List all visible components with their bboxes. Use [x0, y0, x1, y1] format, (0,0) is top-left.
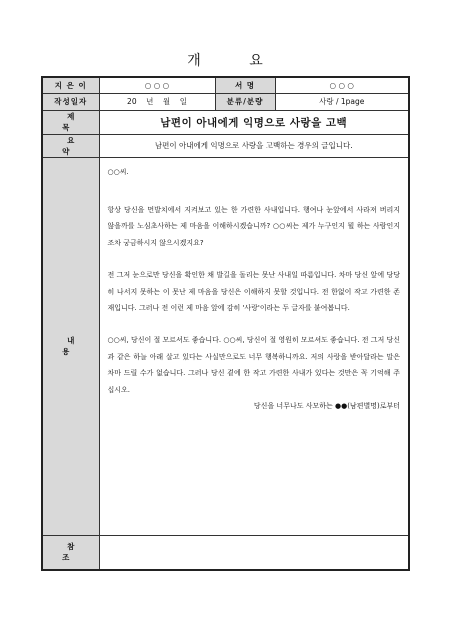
subject-label: 제 목 — [42, 110, 99, 134]
content-body[interactable] — [99, 157, 409, 535]
overview-table — [41, 76, 410, 571]
subject-value[interactable]: 남편이 아내에게 익명으로 사랑을 고백 — [99, 110, 409, 134]
paragraph-1: 항상 당신을 먼발치에서 지켜보고 있는 한 가련한 사내입니다. 행여나 눈앞에서 사라져 버리지 않을까를 노심초사하는 제 마음을 이해하시겠습니까? ○○씨는 제가 누구인지 뭘 하는 사람인지 조차 궁금하시지 않으시겠지요? — [107, 205, 400, 247]
summary-row — [42, 134, 409, 157]
content-label: 내 용 — [42, 157, 99, 535]
author-label: 지 은 이 — [42, 77, 99, 93]
notes-value[interactable] — [99, 535, 409, 570]
signature-label: 서 명 — [215, 77, 275, 93]
content-row — [42, 157, 409, 535]
date-row — [42, 93, 409, 110]
date-value[interactable]: 20 년 월 일 — [99, 93, 215, 110]
salutation-text: ○○씨. — [107, 167, 129, 176]
signature-value[interactable]: ○ ○ ○ — [275, 77, 409, 93]
notes-row — [42, 535, 409, 570]
document-title: 개 요 — [187, 53, 285, 69]
summary-value[interactable]: 남편이 아내에게 익명으로 사랑을 고백하는 경우의 글입니다. — [99, 134, 409, 157]
subject-row — [42, 110, 409, 134]
author-value[interactable]: ○ ○ ○ — [99, 77, 215, 93]
paragraph-3: ○○씨, 당신이 절 모르셔도 좋습니다. ○○씨, 당신이 절 영원히 모르셔도 좋습니다. 전 그저 당신과 같은 하늘 아래 살고 있다는 사실만으로도 너무 행복하니까요. 저의 사랑을 받아달라는 말은 차마 드릴 수가 없습니다. 그러나 당신 곁에 한 작고 가련한 사내가 있다는 것만은 꼭 기억해 주십시오. — [107, 336, 400, 394]
category-label: 분류/분량 — [215, 93, 275, 110]
category-value[interactable]: 사랑 / 1page — [275, 93, 409, 110]
author-row — [42, 77, 409, 93]
summary-label: 요 약 — [42, 134, 99, 157]
date-label: 작성일자 — [42, 93, 99, 110]
paragraph-2: 전 그저 눈으로만 당신을 확인한 채 발길을 돌리는 못난 사내일 따름입니다. 차마 당신 앞에 당당히 나서지 못하는 이 못난 제 마음을 당신은 이해하지 못할 것입니다. 전 한없이 작고 가련한 존재입니다. 그러나 전 이런 제 마음 앞에 감히 '사랑'이라는 두 글자를 붙여봅니다. — [107, 271, 400, 312]
closing-signature: 당신을 너무나도 사모하는 ●●(남편별명)로부터 — [253, 401, 400, 410]
notes-label: 참 조 — [42, 535, 99, 570]
